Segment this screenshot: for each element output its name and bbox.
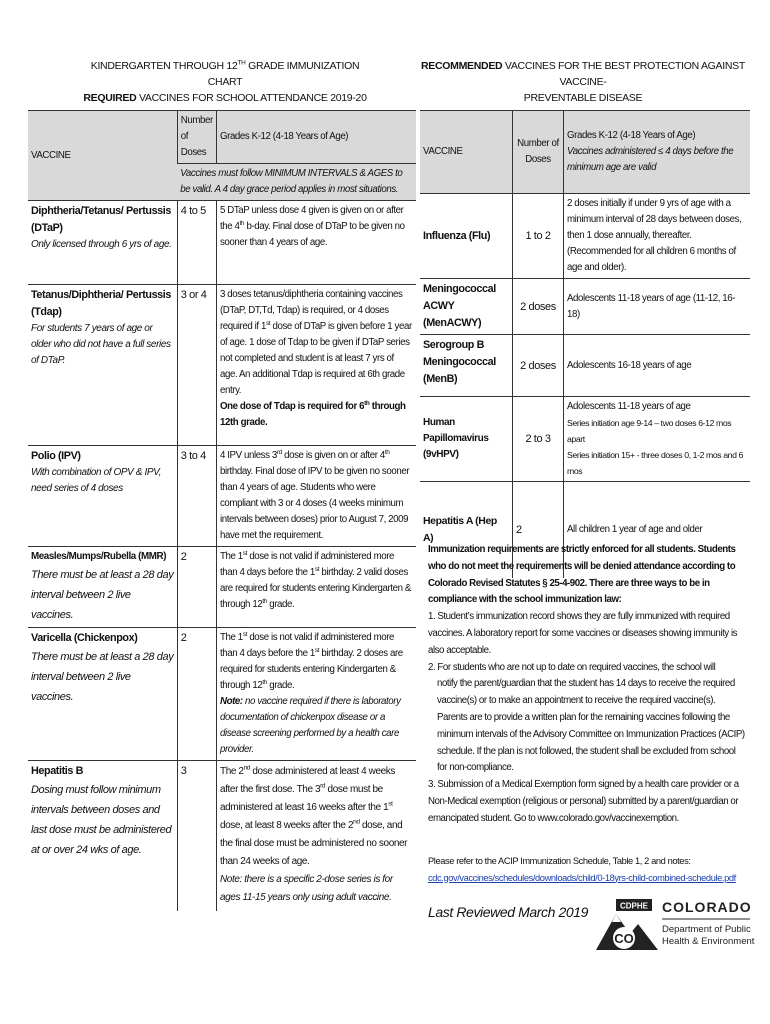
vaccine-name: Varicella (Chickenpox) xyxy=(31,632,138,644)
dose-count: 1 to 2 xyxy=(513,194,564,279)
recommended-vaccines-table xyxy=(420,110,750,578)
colorado-mountain-icon xyxy=(596,898,756,952)
dose-count: 2 to 3 xyxy=(513,397,564,482)
compliance-item-2: 2. For students who are not up to date on required vaccines, the school will xyxy=(428,661,716,673)
vaccine-name: Measles/Mumps/Rubella (MMR) xyxy=(31,551,167,562)
table-row-mmr xyxy=(28,547,416,628)
dose-count: 4 to 5 xyxy=(177,201,216,285)
vaccine-note: Only licensed through 6 yrs of age. xyxy=(31,239,172,250)
logo-colorado: COLORADO xyxy=(662,899,752,915)
table-row-polio xyxy=(28,446,416,547)
dose-count: 2 xyxy=(177,628,216,761)
col-vaccine-header: VACCINE xyxy=(420,111,513,194)
table-row-menacwy xyxy=(420,279,750,335)
dose-count: 2 doses xyxy=(513,279,564,335)
compliance-item-3: 3. Submission of a Medical Exemption form signed by a health care provider or a Non-Medical exemption (religious or personal) submitted by a parent/guardian or emancipated student. Go to www.colorado.gov/vaccinexemption. xyxy=(428,779,739,824)
col-grades-header: Grades K-12 (4-18 Years of Age) xyxy=(216,111,416,164)
compliance-intro: Immunization requirements are strictly enforced for all students. Students who do not meet the requirements will be denied attendance according to Colorado Revised Statutes § 25-4-902. There are three ways to be in compliance with the school immunization law: xyxy=(428,544,736,606)
dose-description: 4 IPV unless 3rd dose is given on or after 4th birthday. Final dose of IPV to be given no sooner than 4 years of age. Students who were compliant with 3 or 4 doses (4 weeks minimum intervals between doses) prior to August 7, 2009 have met the requirement. xyxy=(216,446,416,547)
dose-description: The 1st dose is not valid if administered more than 4 days before the 1st birthday. 2 doses are required for students entering Kindergarten & through 12th grade. Note: no vaccine required if there is laboratory documentation of chickenpox disease or a disease screening performed by a health care provider. xyxy=(216,628,416,761)
vaccine-name: Hepatitis A (Hep A) xyxy=(420,482,513,578)
cdphe-badge: CDPHE xyxy=(619,901,649,911)
table-row-varicella xyxy=(28,628,416,761)
vaccine-name: Hepatitis B xyxy=(31,765,83,777)
vaccine-name: Tetanus/Diphtheria/ Pertussis (Tdap) xyxy=(31,289,171,318)
dose-count: 2 doses xyxy=(513,335,564,397)
required-vaccines-table xyxy=(28,110,416,911)
co-mark: CO xyxy=(614,931,634,946)
left-header-line2: REQUIRED VACCINES FOR SCHOOL ATTENDANCE 2019-20 xyxy=(83,92,367,104)
left-table-header-row xyxy=(28,111,416,164)
col-vaccine-header: VACCINE xyxy=(28,111,177,201)
vaccine-note: There must be at least a 28 day interval between 2 live vaccines. xyxy=(31,651,174,703)
table-row-menb xyxy=(420,335,750,397)
col-grades-header: Grades K-12 (4-18 Years of Age) Vaccines administered ≤ 4 days before the minimum age are valid xyxy=(564,111,751,194)
vaccine-name: Influenza (Flu) xyxy=(420,194,513,279)
acip-reference: Please refer to the ACIP Immunization Schedule, Table 1, 2 and notes: cdc.gov/vaccines/schedules/downloads/child/0-18yrs-child-combined-schedule.pdf xyxy=(428,856,736,883)
vaccine-name: Human Papillomavirus (9vHPV) xyxy=(420,397,513,482)
vaccine-note: With combination of OPV & IPV, need series of 4 doses xyxy=(31,467,162,494)
vaccine-name: Polio (IPV) xyxy=(31,450,81,462)
table-row-dtap xyxy=(28,201,416,285)
interval-note: Vaccines must follow MINIMUM INTERVALS & AGES to be valid. A 4 day grace period applies in most situations. xyxy=(177,164,416,201)
last-reviewed: Last Reviewed March 2019 xyxy=(428,904,589,920)
logo-dept-line1: Department of Public xyxy=(662,924,751,935)
table-row-hpv xyxy=(420,397,750,482)
acip-schedule-link[interactable]: cdc.gov/vaccines/schedules/downloads/child/0-18yrs-child-combined-schedule.pdf xyxy=(428,872,736,883)
dose-description: Adolescents 11-18 years of age Series initiation age 9-14 – two doses 6-12 mos apart Series initiation 15+ - three doses 0, 1-2 mos and 6 mos xyxy=(564,397,751,482)
vaccine-name: Diphtheria/Tetanus/ Pertussis (DTaP) xyxy=(31,205,171,234)
right-header: RECOMMENDED VACCINES FOR THE BEST PROTECTION AGAINST VACCINE- PREVENTABLE DISEASE xyxy=(421,60,745,104)
dose-description: Adolescents 11-18 years of age (11-12, 16-18) xyxy=(564,279,751,335)
dose-description: The 2nd dose administered at least 4 weeks after the first dose. The 3rd dose must be administered at least 16 weeks after the 1st dose, at least 8 weeks after the 2nd dose, and the final dose must be administered no sooner than 24 weeks of age. Note: there is a specific 2-dose series is for ages 11-15 years only using adult vaccine. xyxy=(216,761,416,911)
dose-description: 5 DTaP unless dose 4 given is given on or after the 4th b-day. Final dose of DTaP to be given no sooner than 4 years of age. xyxy=(216,201,416,285)
dose-description: 3 doses tetanus/diphtheria containing vaccines (DTaP, DT,Td, Tdap) is required, or 4 doses required if 1st dose of DTaP is given before 1 year of age. 1 dose of Tdap to be given if DTaP series not completed and student is at least 7 yrs of age. An additional Tdap is required at 6th grade entry. One dose of Tdap is required for 6th through 12th grade. xyxy=(216,285,416,446)
compliance-text: Immunization requirements are strictly enforced for all students. Students who do not meet the requirements will be denied attendance according to Colorado Revised Statutes § 25-4-902. There are three ways to be in compliance with the school immunization law: 1. Student’s immunization record shows they are fully immunized with required vaccines. A laboratory report for some vaccines or diseases showing immunity is also acceptable. 2. For students who are not up to date on required vaccines, the school will notify the parent/guardian that the student has 14 days to receive the required vaccine(s) or to make an appointment to receive the required vaccine(s). Parents are to provide a written plan for the remaining vaccines following the minimum intervals of the Advisory Committee on Immunization Practices (ACIP) schedule. If the plan is not followed, the student shall be excluded from school for non-compliance. 3. Submission of a Medical Exemption form signed by a health care provider or a Non-Medical exemption (religious or personal) submitted by a parent/guardian or emancipated student. Go to www.colorado.gov/vaccinexemption. xyxy=(428,542,750,828)
compliance-item-1: 1. Student’s immunization record shows they are fully immunized with required vaccines. A laboratory report for some vaccines or diseases showing immunity is also acceptable. xyxy=(428,611,738,656)
dose-count: 2 xyxy=(177,547,216,628)
col-doses-header: Number of Doses xyxy=(177,111,216,164)
dose-description: Adolescents 16-18 years of age xyxy=(564,335,751,397)
vaccine-name: Meningococcal ACWY (MenACWY) xyxy=(420,279,513,335)
dose-description: All children 1 year of age and older xyxy=(564,482,751,578)
vaccine-note: For students 7 years of age or older who did not have a full series of DTaP. xyxy=(31,323,171,366)
logo-dept-line2: Health & Environment xyxy=(662,936,755,947)
vaccine-name: Serogroup B Meningococcal (MenB) xyxy=(420,335,513,397)
dose-description: The 1st dose is not valid if administered more than 4 days before the 1st birthday. 2 valid doses are required for students entering Kindergarten & through 12th grade. xyxy=(216,547,416,628)
right-table-header-row xyxy=(420,111,750,194)
vaccine-note: There must be at least a 28 day interval between 2 live vaccines. xyxy=(31,569,174,621)
table-row-tdap xyxy=(28,285,416,446)
dose-count: 3 or 4 xyxy=(177,285,216,446)
left-header xyxy=(80,58,370,106)
dose-count: 3 to 4 xyxy=(177,446,216,547)
table-row-flu xyxy=(420,194,750,279)
dose-count: 3 xyxy=(177,761,216,911)
left-header-line1: KINDERGARTEN THROUGH 12TH GRADE IMMUNIZATION CHART xyxy=(90,59,360,88)
dose-count: 2 xyxy=(513,482,564,578)
vaccine-note: Dosing must follow minimum intervals between doses and last dose must be administered at or over 24 wks of age. xyxy=(31,784,172,856)
cdphe-logo xyxy=(596,898,756,952)
col-doses-header: Number of Doses xyxy=(513,111,564,194)
table-row-hepb xyxy=(28,761,416,911)
dose-description: 2 doses initially if under 9 yrs of age with a minimum interval of 28 days between doses, then 1 dose annually, thereafter. (Recommended for all children 6 months of age and older). xyxy=(564,194,751,279)
